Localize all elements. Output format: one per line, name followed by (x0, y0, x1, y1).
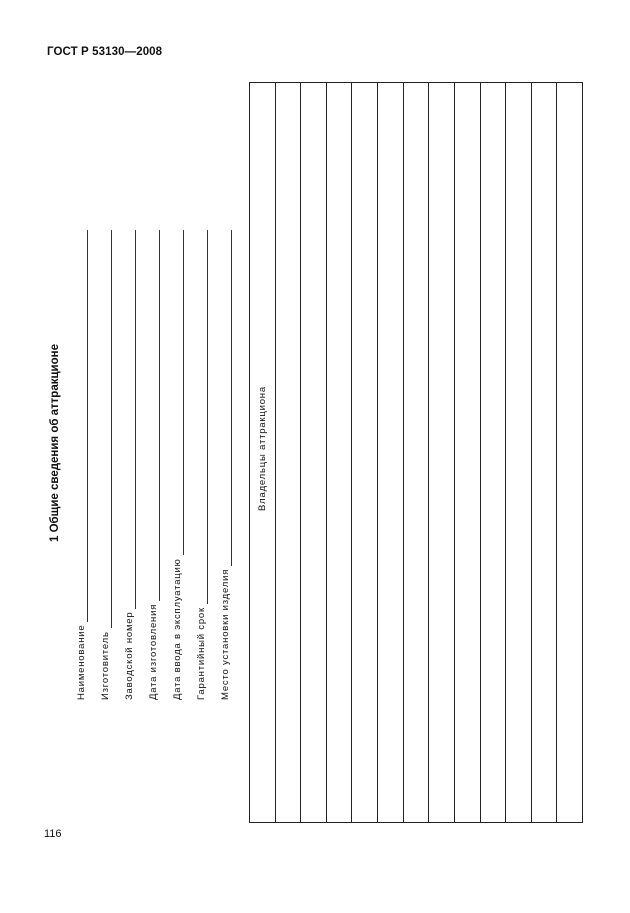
table-column-line (556, 83, 557, 822)
field-name (74, 230, 88, 700)
field-label: Изготовитель (100, 631, 111, 700)
section-title: 1 Общие сведения об аттракционе (49, 344, 61, 542)
field-underline (207, 230, 208, 604)
field-underline (159, 230, 160, 601)
field-commissioning-date (170, 230, 184, 700)
table-column-line (480, 83, 481, 822)
table-column-line (275, 83, 276, 822)
field-label: Гарантийный срок (196, 607, 207, 700)
field-label: Заводской номер (124, 611, 135, 700)
owners-table (249, 82, 583, 823)
field-underline (231, 230, 232, 566)
field-manufacturer (98, 230, 112, 700)
document-code-header: ГОСТ Р 53130—2008 (47, 46, 163, 58)
owners-table-heading: Владельцы аттракциона (257, 386, 268, 511)
field-label: Дата изготовления (148, 603, 159, 700)
field-underline (111, 230, 112, 628)
table-column-line (403, 83, 404, 822)
field-manufacture-date (146, 230, 160, 700)
field-label: Наименование (76, 624, 87, 700)
table-column-line (249, 83, 250, 822)
field-warranty-period (194, 230, 208, 700)
field-underline (183, 230, 184, 555)
table-column-line (300, 83, 301, 822)
table-column-line (351, 83, 352, 822)
field-installation-place (218, 230, 232, 700)
field-label: Дата ввода в эксплуатацию (172, 558, 183, 700)
table-column-line (377, 83, 378, 822)
page-number: 116 (44, 828, 62, 840)
table-column-line (531, 83, 532, 822)
table-column-line (326, 83, 327, 822)
field-label: Место установки изделия (220, 568, 231, 700)
field-serial-number (122, 230, 136, 700)
table-column-line (505, 83, 506, 822)
table-column-line (428, 83, 429, 822)
field-underline (87, 230, 88, 622)
field-underline (135, 230, 136, 609)
table-column-line (582, 83, 583, 822)
table-column-line (454, 83, 455, 822)
